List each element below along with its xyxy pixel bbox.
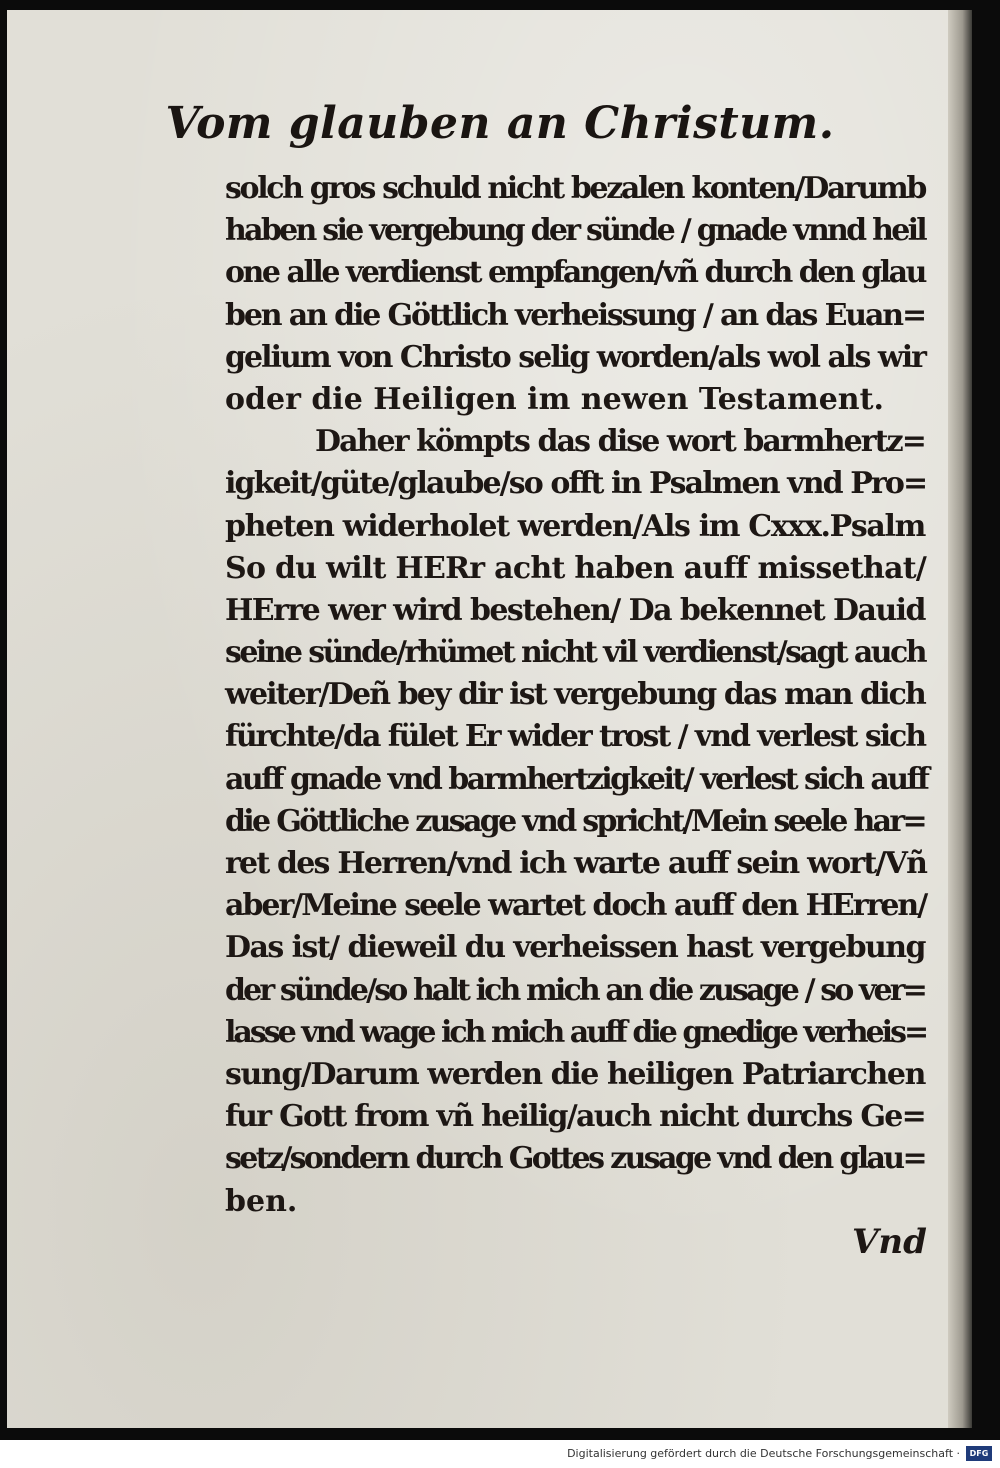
text-line: gelium von Christo selig worden/als wol als wir — [225, 339, 925, 375]
text-line: oder die Heiligen im newen Testament. — [225, 381, 884, 417]
text-line: igkeit/güte/glaube/so offt in Psalmen vnd Pro= — [225, 466, 927, 502]
funding-credit: Digitalisierung gefördert durch die Deutsche Forschungsgemeinschaft · — [567, 1447, 960, 1460]
text-line: haben sie vergebung der sünde / gnade vnnd heil — [225, 213, 925, 249]
text-line: pheten widerholet werden/Als im Cxxx.Psalm — [225, 508, 925, 544]
text-line: seine sünde/rhümet nicht vil verdienst/sagt auch — [225, 635, 925, 671]
book-gutter — [948, 10, 972, 1428]
text-line: ben. — [225, 1183, 298, 1219]
text-line: sung/Darum werden die heiligen Patriarchen — [225, 1056, 925, 1092]
text-line: der sünde/so halt ich mich an die zusage / so ver= — [225, 972, 925, 1008]
text-line: die Göttliche zusage vnd spricht/Mein seele har= — [225, 803, 925, 839]
text-line: Das ist/ dieweil du verheissen hast vergebung — [225, 930, 925, 966]
text-line: So du wilt HERr acht haben auff missethat/ — [225, 550, 927, 586]
catchword: Vnd — [852, 1222, 927, 1262]
text-line: HErre wer wird bestehen/ Da bekennet Dauid — [225, 592, 925, 628]
text-line: lasse vnd wage ich mich auff die gnedige verheis= — [225, 1014, 927, 1050]
body-text — [225, 168, 928, 1223]
text-line: solch gros schuld nicht bezalen konten/Darumb — [225, 171, 925, 206]
text-line: auff gnade vnd barmhertzigkeit/ verlest sich auff — [225, 761, 928, 797]
digitization-footer — [0, 1440, 1000, 1468]
text-line: weiter/Deñ bey dir ist vergebung das man dich — [225, 677, 925, 713]
text-line: one alle verdienst empfangen/vñ durch den glau — [225, 255, 925, 291]
running-header: Vom glauben an Christum. — [165, 98, 835, 149]
text-line: fürchte/da fület Er wider trost / vnd verlest sich — [225, 719, 925, 755]
text-line: setz/sondern durch Gottes zusage vnd den glau= — [225, 1141, 925, 1177]
text-line: ben an die Göttlich verheissung / an das Euan= — [225, 297, 925, 333]
text-line-paragraph-start: Daher kömpts das dise wort barmhertz= — [315, 424, 925, 460]
text-line: aber/Meine seele wartet doch auff den HErren/ — [225, 888, 927, 924]
text-line: ret des Herren/vnd ich warte auff sein wort/Vñ — [225, 846, 927, 881]
text-line: fur Gott from vñ heilig/auch nicht durchs Ge= — [225, 1099, 925, 1135]
dfg-logo: DFG — [966, 1446, 992, 1461]
